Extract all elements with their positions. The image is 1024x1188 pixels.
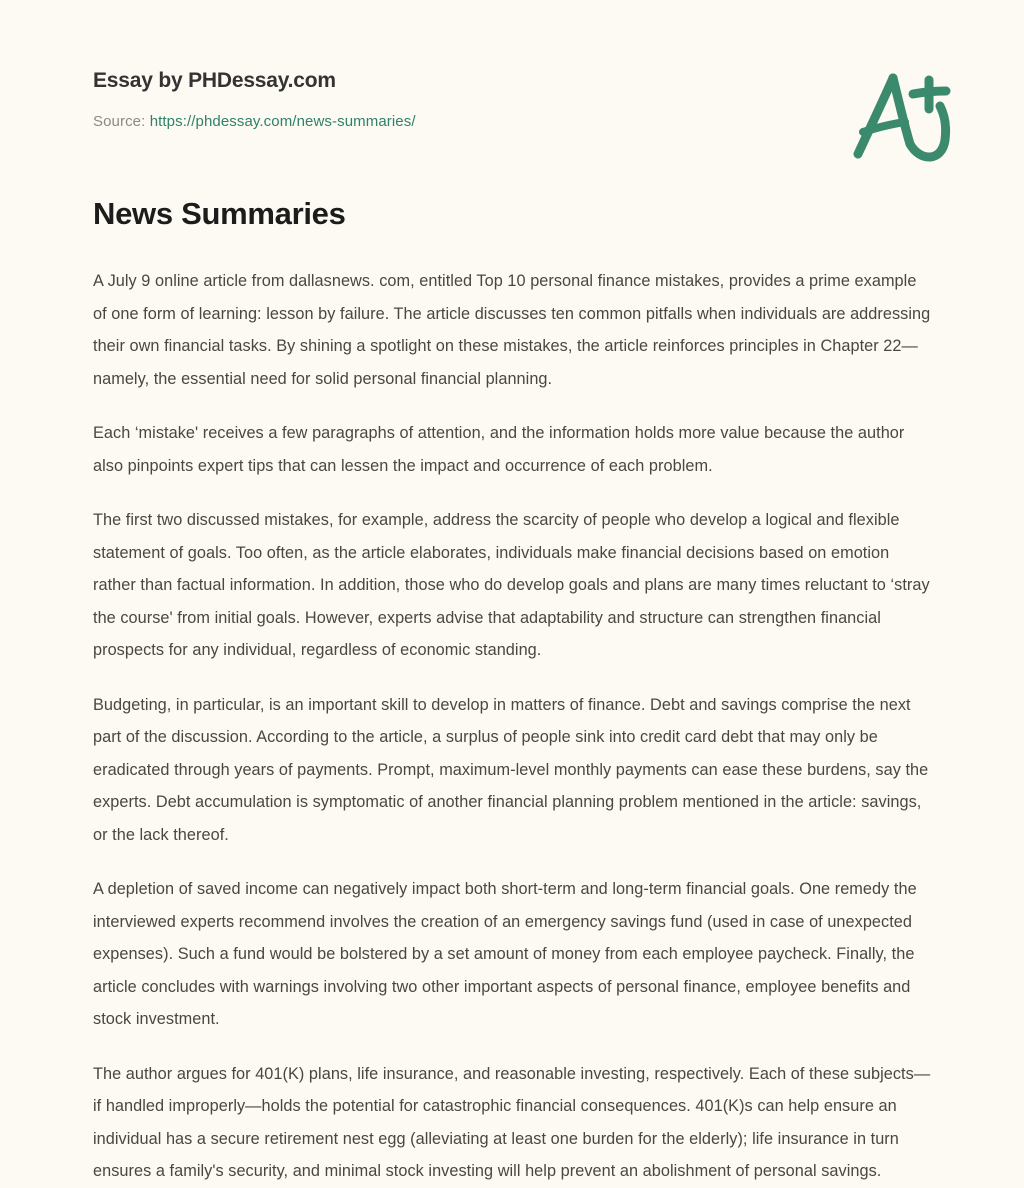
phdessay-a-plus-logo-icon <box>834 62 964 174</box>
article-body <box>93 232 931 1188</box>
paragraph: The author argues for 401(K) plans, life insurance, and reasonable investing, respectively. Each of these subjects—if handled improperly—holds the potential for catastrophic financial consequences. 401(K)s can help ensure an individual has a secure retirement nest egg (alleviating at least one burden for the elderly); life insurance in turn ensures a family's security, and minimal stock investing will help prevent an abolishment of personal savings. <box>93 1064 931 1181</box>
paragraph: Each ‘mistake' receives a few paragraphs of attention, and the information holds more value because the author also pinpoints expert tips that can lessen the impact and occurrence of each problem. <box>93 424 905 475</box>
source-url-link[interactable]: https://phdessay.com/news-summaries/ <box>149 113 416 131</box>
paragraph: The first two discussed mistakes, for example, address the scarcity of people who develop a logical and flexible statement of goals. Too often, as the article elaborates, individuals make financial decisions based on emotion rather than factual information. In addition, those who do develop goals and plans are many times reluctant to ‘stray the course' from initial goals. However, experts advise that adaptability and structure can strengthen financial prospects for any individual, regardless of economic standing. <box>93 511 930 660</box>
page-title: News Summaries <box>93 196 346 232</box>
paragraph: A depletion of saved income can negatively impact both short-term and long-term financial goals. One remedy the interviewed experts recommend involves the creation of an emergency savings fund (used in case of unexpected expenses). Such a fund would be bolstered by a set amount of money from each employee paycheck. Finally, the article concludes with warnings involving two other important aspects of personal finance, employee benefits and stock investment. <box>93 880 917 1029</box>
paragraph: Budgeting, in particular, is an important skill to develop in matters of finance. Debt and savings comprise the next part of the discussion. According to the article, a surplus of people sink into credit card debt that may only be eradicated through years of payments. Prompt, maximum-level monthly payments can ease these burdens, say the experts. Debt accumulation is symptomatic of another financial planning problem mentioned in the article: savings, or the lack thereof. <box>93 695 929 844</box>
paragraph: A July 9 online article from dallasnews. com, entitled Top 10 personal finance mistakes, provides a prime example of one form of learning: lesson by failure. The article discusses ten common pitfalls when individuals are addressing their own financial tasks. By shining a spotlight on these mistakes, the article reinforces principles in Chapter 22—namely, the essential need for solid personal financial planning. <box>93 272 931 388</box>
source-line <box>93 111 931 132</box>
brand-title: Essay by PHDessay.com <box>93 69 336 92</box>
source-label: Source: <box>93 113 146 131</box>
document-header <box>93 0 931 132</box>
